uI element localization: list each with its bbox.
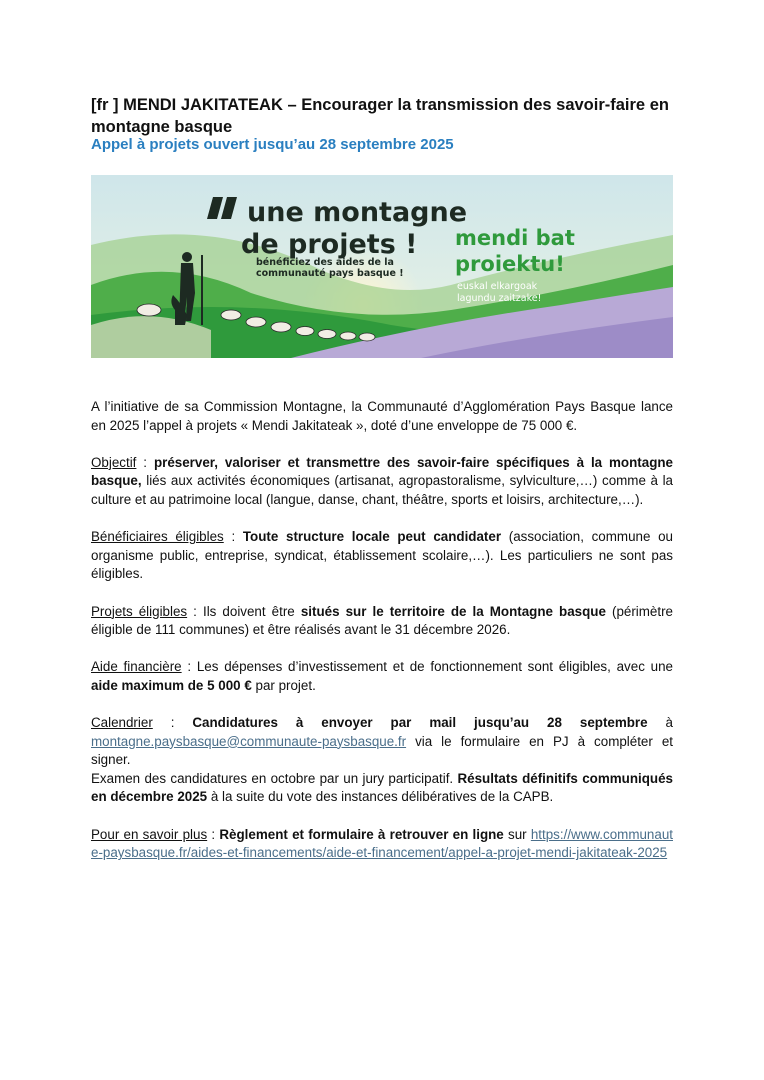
banner-eus4: lagundu zaitzake! bbox=[457, 293, 542, 304]
calendrier-label: Calendrier bbox=[91, 715, 153, 731]
banner-line1: une montagne bbox=[247, 197, 468, 228]
projets-pre: : Ils doivent être bbox=[187, 603, 301, 619]
page-subtitle: Appel à projets ouvert jusqu’au 28 septembre 2025 bbox=[91, 136, 454, 153]
banner-line2: de projets ! bbox=[241, 229, 418, 260]
plus-paragraph bbox=[91, 826, 673, 863]
projets-paragraph bbox=[91, 603, 673, 640]
aide-pre: : Les dépenses d’investissement et de fonctionnement sont éligibles, avec une bbox=[181, 659, 673, 675]
calendrier-bold: Candidatures à envoyer par mail jusqu’au 28 septembre bbox=[192, 715, 648, 731]
info-url-link[interactable]: https://www.communaute-paysbasque.fr/aides-et-financements/aide-et-financement/appel-a-projet-mendi-jakitateak-2025 bbox=[91, 826, 673, 861]
objectif-sep: : bbox=[136, 454, 154, 470]
banner-tag1: bénéficiez des aides de la bbox=[256, 257, 394, 268]
beneficiaires-label: Bénéficiaires éligibles bbox=[91, 529, 224, 545]
beneficiaires-rest: (association, commune ou organisme public, entreprise, syndicat, établissement scolaire,…). Les particuliers ne sont pas éligibles. bbox=[91, 529, 673, 582]
page-title: [fr ] MENDI JAKITATEAK – Encourager la transmission des savoir-faire en montagne basque bbox=[91, 96, 669, 136]
calendrier-line2-pre: Examen des candidatures en octobre par un jury participatif. bbox=[91, 770, 458, 786]
calendrier-pre-link: à bbox=[647, 715, 673, 731]
calendrier-paragraph bbox=[91, 714, 673, 770]
calendrier-line2-bold: Résultats définitifs communiqués en décembre 2025 bbox=[91, 770, 673, 805]
aide-rest: par projet. bbox=[251, 677, 316, 693]
plus-bold: Règlement et formulaire à retrouver en ligne bbox=[219, 826, 504, 842]
plus-pre-link: sur bbox=[503, 826, 531, 842]
projets-label: Projets éligibles bbox=[91, 603, 188, 619]
objectif-rest: liés aux activités économiques (artisanat, agropastoralisme, sylviculture,…) comme à la culture et au patrimoine local (langue, danse, chant, théâtre, sports et loisirs, architecture,…). bbox=[91, 473, 673, 507]
objectif-bold: préserver, valoriser et transmettre des savoir-faire spécifiques à la montagne basque, bbox=[91, 454, 673, 489]
banner-eus2: proiektu! bbox=[455, 252, 565, 276]
projets-rest: (périmètre éligible de 111 communes) et être réalisés avant le 31 décembre 2026. bbox=[91, 603, 674, 638]
plus-label: Pour en savoir plus bbox=[91, 826, 208, 842]
email-link[interactable]: montagne.paysbasque@communaute-paysbasque.fr bbox=[91, 733, 407, 749]
calendrier-paragraph-2 bbox=[91, 770, 673, 807]
calendrier-sep: : bbox=[152, 715, 193, 731]
aide-paragraph bbox=[91, 658, 673, 695]
aide-bold: aide maximum de 5 000 € bbox=[91, 677, 252, 693]
banner-tag2: communauté pays basque ! bbox=[256, 268, 404, 279]
banner-eus1: mendi bat bbox=[455, 226, 575, 250]
aide-label: Aide financière bbox=[91, 659, 182, 675]
beneficiaires-sep: : bbox=[223, 529, 243, 545]
banner-eus3: euskal elkargoak bbox=[457, 281, 538, 292]
objectif-paragraph bbox=[91, 454, 673, 510]
calendrier-line2-rest: à la suite du vote des instances délibératives de la CAPB. bbox=[207, 789, 554, 805]
intro-paragraph: A l’initiative de sa Commission Montagne, la Communauté d’Agglomération Pays Basque lance en 2025 l’appel à projets « Mendi Jakitateak », doté d’une enveloppe de 75 000 €. bbox=[91, 399, 673, 433]
beneficiaires-paragraph bbox=[91, 528, 673, 584]
banner-image bbox=[91, 175, 673, 358]
document-body bbox=[91, 398, 673, 881]
projets-bold: situés sur le territoire de la Montagne basque bbox=[300, 603, 606, 619]
beneficiaires-bold: Toute structure locale peut candidater bbox=[242, 529, 502, 545]
plus-sep: : bbox=[207, 826, 220, 842]
calendrier-rest: via le formulaire en PJ à compléter et signer. bbox=[91, 733, 673, 768]
objectif-label: Objectif bbox=[91, 454, 137, 470]
